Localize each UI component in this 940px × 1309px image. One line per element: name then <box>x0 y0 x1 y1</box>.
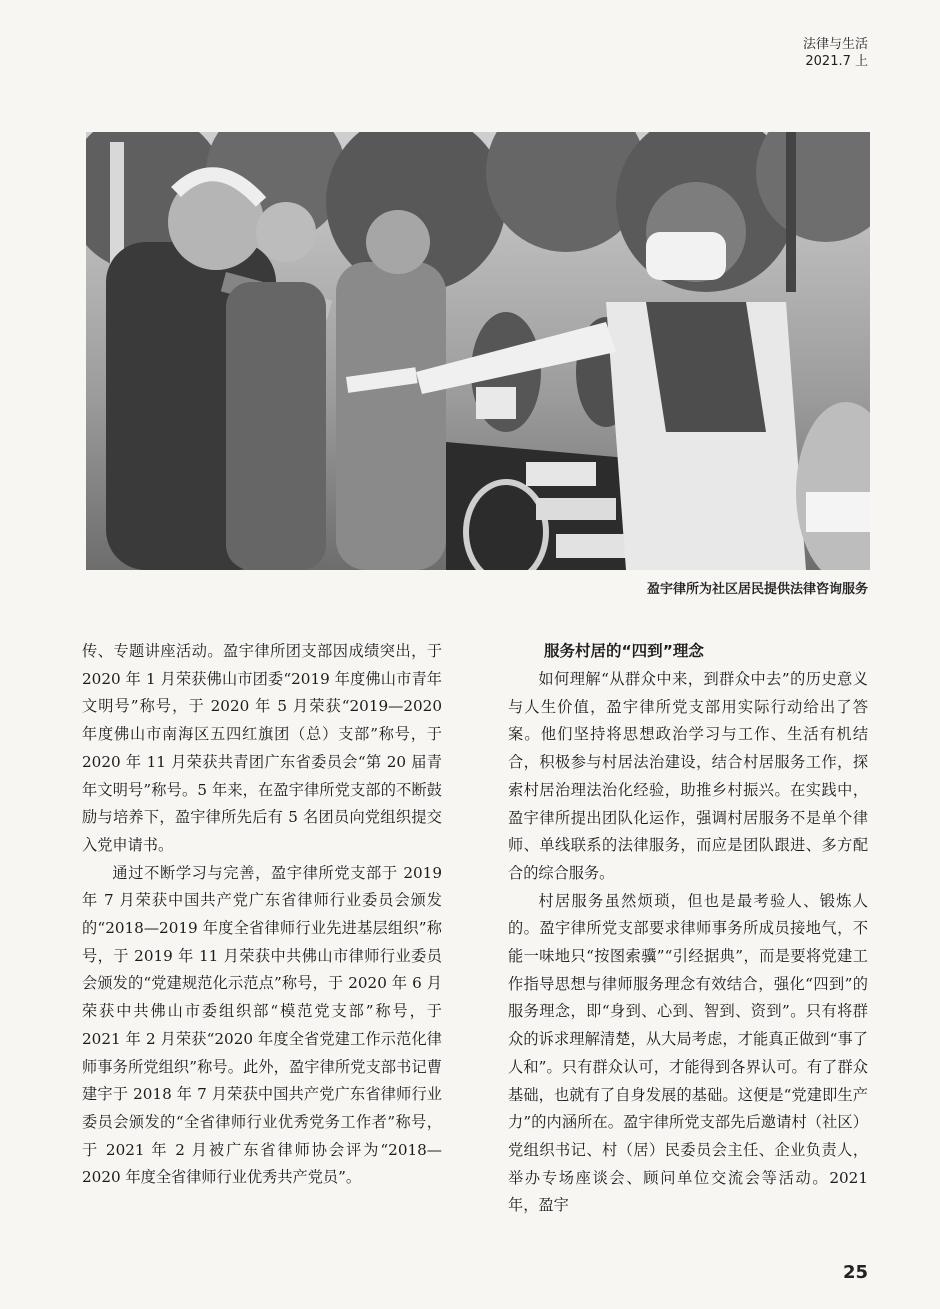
section-heading: 服务村居的“四到”理念 <box>544 642 704 660</box>
running-header <box>803 36 868 70</box>
journal-title: 法律与生活 <box>802 37 868 52</box>
page-number: 25 <box>842 1262 868 1283</box>
paragraph: 传、专题讲座活动。盈宇律所团支部因成绩突出，于 2020 年 1 月荣获佛山市团委“2019 年度佛山市青年文明号”称号，于 2020 年 5 月荣获“2019—2020 年度佛山市南海区五四红旗团（总）支部”称号，于 2020 年 11 月荣获共青团广东省委员会“第 20 届青年文明号”称号。5 年来，在盈宇律所党支部的不断鼓励与培养下，盈宇律所先后有 5 名团员向党组织提交入党申请书。 <box>82 642 442 854</box>
article-right-column <box>508 638 868 1220</box>
issue-label: 2021.7 上 <box>805 54 868 69</box>
paragraph: 村居服务虽然烦琐，但也是最考验人、锻炼人的。盈宇律所党支部要求律师事务所成员接地气，不能一味地只“按图索骥”“引经据典”，而是要将党建工作指导思想与律师服务理念有效结合，强化“四到”的服务理念，即“身到、心到、智到、资到”。只有将群众的诉求理解清楚，从大局考虑，才能真正做到“事了人和”。只有群众认可，才能得到各界认可。有了群众基础，也就有了自身发展的基础。这便是“党建即生产力”的内涵所在。盈宇律所党支部先后邀请村（社区）党组织书记、村（居）民委员会主任、企业负责人，举办专场座谈会、顾问单位交流会等活动。2021 年，盈宇 <box>508 891 868 1215</box>
event-photo <box>86 132 870 570</box>
photo-caption: 盈宇律所为社区居民提供法律咨询服务 <box>646 582 868 597</box>
paragraph: 通过不断学习与完善，盈宇律所党支部于 2019 年 7 月荣获中国共产党广东省律师行业委员会颁发的“2018—2019 年度全省律师行业先进基层组织”称号，于 2019 年 11 月荣获中共佛山市律师行业委员会颁发的“党建规范化示范点”称号，于 2020 年 6 月荣获中共佛山市委组织部“模范党支部”称号，于 2021 年 2 月荣获“2020 年度全省党建工作示范化律师事务所党组织”称号。此外，盈宇律所党支部书记曹建宇于 2018 年 7 月荣获中国共产党广东省律师行业委员会颁发的“全省律师行业优秀党务工作者”称号，于 2021 年 2 月被广东省律师协会评为“2018—2020 年度全省律师行业优秀共产党员”。 <box>82 863 442 1187</box>
paragraph: 如何理解“从群众中来，到群众中去”的历史意义与人生价值，盈宇律所党支部用实际行动给出了答案。他们坚持将思想政治学习与工作、生活有机结合，积极参与村居法治建设，结合村居服务工作，探索村居治理法治化经验，助推乡村振兴。在实践中，盈宇律所提出团队化运作，强调村居服务不是单个律师、单线联系的法律服务，而应是团队跟进、多方配合的综合服务。 <box>508 670 868 882</box>
article-left-column <box>82 638 442 1192</box>
